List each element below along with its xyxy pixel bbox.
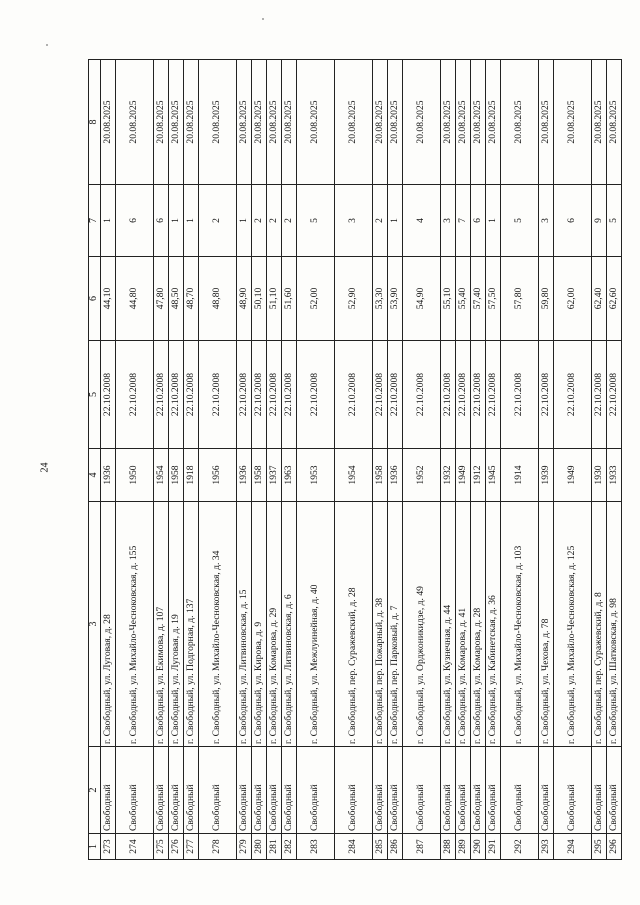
cell-date: 22.10.2008 (252, 341, 267, 449)
cell-date: 22.10.2008 (169, 341, 184, 449)
cell-deadline: 20.08.2025 (267, 60, 282, 185)
cell-year: 1950 (116, 449, 154, 502)
table-row (471, 60, 486, 860)
cell-n: 274 (116, 834, 154, 860)
cell-n: 281 (267, 834, 282, 860)
cell-deadline: 20.08.2025 (592, 60, 607, 185)
cell-date: 22.10.2008 (441, 341, 456, 449)
cell-deadline: 20.08.2025 (373, 60, 388, 185)
cell-n: 286 (388, 834, 403, 860)
cell-deadline: 20.08.2025 (456, 60, 471, 185)
cell-address: г. Свободный, пер. Суражевский, д. 8 (592, 502, 607, 747)
cell-area: 55,40 (456, 257, 471, 341)
cell-area: 51,60 (282, 257, 297, 341)
cell-n: 279 (237, 834, 252, 860)
cell-deadline: 20.08.2025 (237, 60, 252, 185)
cell-locality: Свободный (184, 747, 199, 834)
housing-table (88, 59, 622, 860)
cell-n: 284 (335, 834, 373, 860)
cell-locality: Свободный (297, 747, 335, 834)
cell-deadline: 20.08.2025 (199, 60, 237, 185)
cell-col7: 6 (471, 185, 486, 257)
cell-n: 282 (282, 834, 297, 860)
cell-area: 53,90 (388, 257, 403, 341)
cell-date: 22.10.2008 (403, 341, 441, 449)
cell-date: 22.10.2008 (539, 341, 554, 449)
table-row (388, 60, 403, 860)
cell-n: 277 (184, 834, 199, 860)
cell-col7: 5 (501, 185, 539, 257)
cell-area: 44,10 (101, 257, 116, 341)
cell-col7: 6 (554, 185, 592, 257)
cell-address: г. Свободный, ул. Михайло-Чесноковская, д. 125 (554, 502, 592, 747)
cell-address: г. Свободный, ул. Екимова, д. 107 (154, 502, 169, 747)
cell-address: г. Свободный, ул. Михайло-Чесноковская, д. 34 (199, 502, 237, 747)
cell-year: 1945 (486, 449, 501, 502)
cell-locality: Свободный (539, 747, 554, 834)
cell-n: 293 (539, 834, 554, 860)
cell-year: 1918 (184, 449, 199, 502)
cell-deadline: 20.08.2025 (184, 60, 199, 185)
cell-col7: 5 (607, 185, 622, 257)
cell-area: 62,00 (554, 257, 592, 341)
cell-year: 1932 (441, 449, 456, 502)
cell-n: 295 (592, 834, 607, 860)
cell-date: 22.10.2008 (237, 341, 252, 449)
scan-speck (46, 44, 48, 46)
cell-locality: Свободный (471, 747, 486, 834)
cell-address: г. Свободный, ул. Кирова, д. 9 (252, 502, 267, 747)
table-row (154, 60, 169, 860)
cell-area: 52,00 (297, 257, 335, 341)
table-row (116, 60, 154, 860)
cell-date: 22.10.2008 (373, 341, 388, 449)
table-row (252, 60, 267, 860)
cell-date: 22.10.2008 (607, 341, 622, 449)
cell-date: 22.10.2008 (267, 341, 282, 449)
cell-locality: Свободный (252, 747, 267, 834)
cell-address: г. Свободный, ул. Михайло-Чесноковская, д. 103 (501, 502, 539, 747)
cell-locality: Свободный (607, 747, 622, 834)
cell-locality: Свободный (237, 747, 252, 834)
header-cell: 4 (89, 449, 101, 502)
table-row (554, 60, 592, 860)
cell-year: 1930 (592, 449, 607, 502)
cell-year: 1956 (199, 449, 237, 502)
cell-deadline: 20.08.2025 (486, 60, 501, 185)
cell-year: 1958 (252, 449, 267, 502)
table-row (101, 60, 116, 860)
table-row (441, 60, 456, 860)
table-row (607, 60, 622, 860)
cell-col7: 1 (486, 185, 501, 257)
cell-locality: Свободный (554, 747, 592, 834)
table-row (335, 60, 373, 860)
cell-address: г. Свободный, ул. Кабинетская, д. 36 (486, 502, 501, 747)
cell-deadline: 20.08.2025 (252, 60, 267, 185)
cell-locality: Свободный (592, 747, 607, 834)
cell-col7: 9 (592, 185, 607, 257)
cell-locality: Свободный (282, 747, 297, 834)
cell-n: 285 (373, 834, 388, 860)
cell-year: 1963 (282, 449, 297, 502)
cell-n: 288 (441, 834, 456, 860)
cell-col7: 2 (373, 185, 388, 257)
table-body (101, 60, 622, 860)
cell-address: г. Свободный, ул. Межлуинейная, д. 40 (297, 502, 335, 747)
cell-deadline: 20.08.2025 (403, 60, 441, 185)
cell-date: 22.10.2008 (184, 341, 199, 449)
cell-area: 48,50 (169, 257, 184, 341)
table-row (282, 60, 297, 860)
cell-area: 62,60 (607, 257, 622, 341)
cell-area: 52,90 (335, 257, 373, 341)
cell-n: 292 (501, 834, 539, 860)
cell-date: 22.10.2008 (154, 341, 169, 449)
cell-col7: 1 (388, 185, 403, 257)
table-row (184, 60, 199, 860)
cell-area: 54,90 (403, 257, 441, 341)
cell-year: 1936 (101, 449, 116, 502)
cell-deadline: 20.08.2025 (154, 60, 169, 185)
cell-n: 278 (199, 834, 237, 860)
cell-area: 57,80 (501, 257, 539, 341)
cell-address: г. Свободный, ул. Кузнечная, д. 44 (441, 502, 456, 747)
table-row (237, 60, 252, 860)
page-number: 24 (39, 462, 51, 473)
cell-col7: 6 (154, 185, 169, 257)
cell-year: 1954 (154, 449, 169, 502)
cell-address: г. Свободный, ул. Литвиновская, д. 15 (237, 502, 252, 747)
cell-col7: 1 (169, 185, 184, 257)
cell-area: 48,80 (199, 257, 237, 341)
scan-speck (262, 18, 264, 20)
cell-address: г. Свободный, ул. Луговая, д. 19 (169, 502, 184, 747)
cell-area: 55,10 (441, 257, 456, 341)
cell-col7: 3 (335, 185, 373, 257)
cell-n: 290 (471, 834, 486, 860)
cell-n: 280 (252, 834, 267, 860)
cell-address: г. Свободный, пер. Суражевский, д. 28 (335, 502, 373, 747)
cell-locality: Свободный (154, 747, 169, 834)
cell-address: г. Свободный, ул. Подгорная, д. 137 (184, 502, 199, 747)
cell-deadline: 20.08.2025 (169, 60, 184, 185)
cell-deadline: 20.08.2025 (388, 60, 403, 185)
cell-area: 57,40 (471, 257, 486, 341)
cell-deadline: 20.08.2025 (554, 60, 592, 185)
cell-deadline: 20.08.2025 (297, 60, 335, 185)
cell-year: 1949 (554, 449, 592, 502)
cell-date: 22.10.2008 (297, 341, 335, 449)
cell-year: 1933 (607, 449, 622, 502)
cell-area: 48,90 (237, 257, 252, 341)
cell-n: 275 (154, 834, 169, 860)
cell-year: 1949 (456, 449, 471, 502)
cell-n: 287 (403, 834, 441, 860)
cell-col7: 1 (184, 185, 199, 257)
cell-address: г. Свободный, ул. Чехова, д. 78 (539, 502, 554, 747)
cell-area: 53,30 (373, 257, 388, 341)
table-row (486, 60, 501, 860)
cell-date: 22.10.2008 (282, 341, 297, 449)
cell-address: г. Свободный, ул. Комарова, д. 29 (267, 502, 282, 747)
cell-deadline: 20.08.2025 (282, 60, 297, 185)
cell-area: 50,10 (252, 257, 267, 341)
cell-locality: Свободный (486, 747, 501, 834)
header-cell: 5 (89, 341, 101, 449)
cell-year: 1958 (373, 449, 388, 502)
table-row (456, 60, 471, 860)
table-row (403, 60, 441, 860)
cell-address: г. Свободный, ул. Луговая, д. 28 (101, 502, 116, 747)
cell-locality: Свободный (335, 747, 373, 834)
cell-area: 57,50 (486, 257, 501, 341)
header-cell: 8 (89, 60, 101, 185)
cell-year: 1936 (237, 449, 252, 502)
cell-year: 1953 (297, 449, 335, 502)
cell-date: 22.10.2008 (199, 341, 237, 449)
table-row (199, 60, 237, 860)
cell-locality: Свободный (267, 747, 282, 834)
header-row (89, 60, 101, 860)
cell-col7: 2 (282, 185, 297, 257)
header-cell: 3 (89, 502, 101, 747)
cell-deadline: 20.08.2025 (607, 60, 622, 185)
cell-address: г. Свободный, ул. Литвиновская, д. 6 (282, 502, 297, 747)
cell-year: 1952 (403, 449, 441, 502)
cell-address: г. Свободный, ул. Михайло-Чесноковская, д. 155 (116, 502, 154, 747)
table-row (373, 60, 388, 860)
cell-locality: Свободный (403, 747, 441, 834)
table-row (169, 60, 184, 860)
cell-n: 273 (101, 834, 116, 860)
cell-date: 22.10.2008 (101, 341, 116, 449)
cell-col7: 3 (539, 185, 554, 257)
cell-n: 294 (554, 834, 592, 860)
cell-date: 22.10.2008 (486, 341, 501, 449)
cell-year: 1912 (471, 449, 486, 502)
header-cell: 2 (89, 747, 101, 834)
cell-col7: 6 (116, 185, 154, 257)
rotated-table-container (88, 60, 619, 860)
cell-col7: 2 (267, 185, 282, 257)
cell-locality: Свободный (373, 747, 388, 834)
cell-area: 48,70 (184, 257, 199, 341)
table-row (501, 60, 539, 860)
cell-deadline: 20.08.2025 (116, 60, 154, 185)
cell-col7: 1 (237, 185, 252, 257)
cell-date: 22.10.2008 (116, 341, 154, 449)
table-row (297, 60, 335, 860)
cell-locality: Свободный (441, 747, 456, 834)
cell-address: г. Свободный, ул. Орджоникидзе, д. 49 (403, 502, 441, 747)
cell-n: 296 (607, 834, 622, 860)
cell-n: 276 (169, 834, 184, 860)
header-cell: 7 (89, 185, 101, 257)
cell-deadline: 20.08.2025 (335, 60, 373, 185)
cell-date: 22.10.2008 (335, 341, 373, 449)
cell-year: 1954 (335, 449, 373, 502)
cell-date: 22.10.2008 (471, 341, 486, 449)
cell-deadline: 20.08.2025 (441, 60, 456, 185)
cell-col7: 3 (441, 185, 456, 257)
cell-col7: 5 (297, 185, 335, 257)
cell-n: 283 (297, 834, 335, 860)
cell-address: г. Свободный, ул. Комарова, д. 28 (471, 502, 486, 747)
table-row (267, 60, 282, 860)
cell-date: 22.10.2008 (456, 341, 471, 449)
cell-area: 59,80 (539, 257, 554, 341)
cell-col7: 1 (101, 185, 116, 257)
cell-year: 1939 (539, 449, 554, 502)
cell-year: 1937 (267, 449, 282, 502)
cell-locality: Свободный (501, 747, 539, 834)
cell-date: 22.10.2008 (592, 341, 607, 449)
header-cell: 1 (89, 834, 101, 860)
cell-locality: Свободный (116, 747, 154, 834)
cell-locality: Свободный (101, 747, 116, 834)
cell-deadline: 20.08.2025 (539, 60, 554, 185)
cell-area: 47,80 (154, 257, 169, 341)
cell-date: 22.10.2008 (501, 341, 539, 449)
cell-locality: Свободный (199, 747, 237, 834)
cell-area: 44,80 (116, 257, 154, 341)
cell-date: 22.10.2008 (554, 341, 592, 449)
cell-n: 289 (456, 834, 471, 860)
cell-area: 51,10 (267, 257, 282, 341)
cell-col7: 2 (199, 185, 237, 257)
cell-locality: Свободный (388, 747, 403, 834)
cell-date: 22.10.2008 (388, 341, 403, 449)
cell-deadline: 20.08.2025 (471, 60, 486, 185)
table-row (592, 60, 607, 860)
cell-address: г. Свободный, ул. Комарова, д. 41 (456, 502, 471, 747)
cell-year: 1958 (169, 449, 184, 502)
cell-col7: 2 (252, 185, 267, 257)
cell-year: 1936 (388, 449, 403, 502)
cell-address: г. Свободный, пер. Парковый, д. 7 (388, 502, 403, 747)
cell-deadline: 20.08.2025 (101, 60, 116, 185)
cell-address: г. Свободный, пер. Пожарный, д. 38 (373, 502, 388, 747)
cell-col7: 7 (456, 185, 471, 257)
cell-year: 1914 (501, 449, 539, 502)
cell-col7: 4 (403, 185, 441, 257)
cell-address: г. Свободный, ул. Шатковская, д. 98 (607, 502, 622, 747)
header-cell: 6 (89, 257, 101, 341)
cell-locality: Свободный (169, 747, 184, 834)
cell-n: 291 (486, 834, 501, 860)
cell-area: 62,40 (592, 257, 607, 341)
table-row (539, 60, 554, 860)
cell-locality: Свободный (456, 747, 471, 834)
cell-deadline: 20.08.2025 (501, 60, 539, 185)
